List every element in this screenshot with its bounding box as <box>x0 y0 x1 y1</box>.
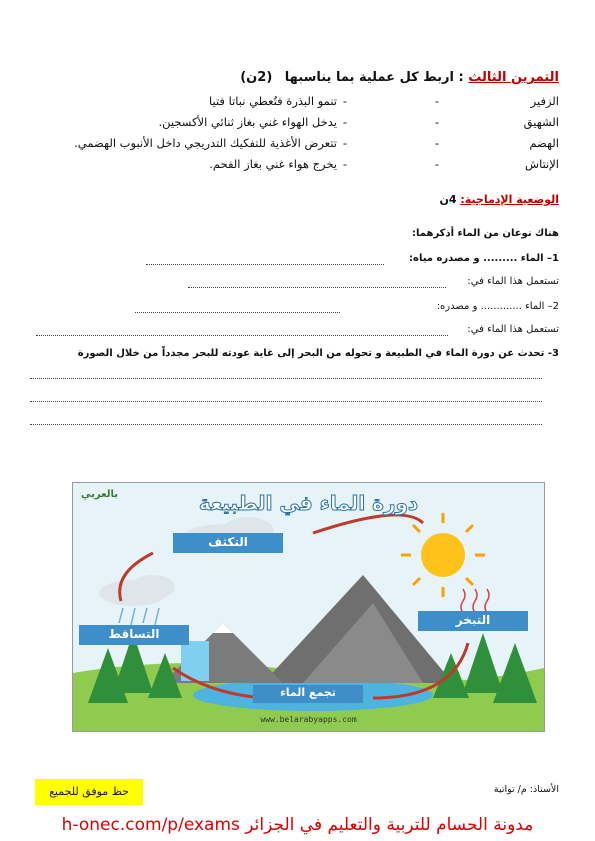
blog-watermark <box>0 815 595 835</box>
exercise-title <box>240 70 559 85</box>
answer-line <box>188 287 446 288</box>
exercise-points: (2ن) <box>240 70 273 85</box>
answer-line <box>30 378 542 379</box>
match-row <box>29 136 559 154</box>
label-condensation: التكثف <box>208 535 248 549</box>
dash: - <box>342 136 347 150</box>
situation-intro: هناك نوعان من الماء أذكرهما: <box>412 228 559 239</box>
description: تتعرض الأغذية للتفكيك التدريجي داخل الأنبوب الهضمي. <box>74 136 337 150</box>
term: الإنتاش <box>525 157 559 171</box>
figure-website: www.belarabyapps.com <box>260 715 357 724</box>
term: الهضم <box>529 136 559 150</box>
dash: - <box>434 157 439 171</box>
exercise-title-label: التمرين الثالث <box>468 70 559 85</box>
match-row <box>29 157 559 175</box>
question-1: 1– الماء ......... و مصدره مياه: <box>409 253 559 264</box>
situation-title-label: الوضعية الإدماجية: <box>460 193 559 206</box>
term: الشهيق <box>523 115 559 129</box>
figure-title: دورة الماء في الطبيعة <box>198 491 419 515</box>
question-3: 3- تحدث عن دورة الماء في الطبيعة و تحوله من البحر إلى غاية عودته للبحر مجدداً من خلال الصورة <box>77 348 559 359</box>
answer-line <box>36 335 448 336</box>
question-2: 2– الماء ............. و مصدره: <box>436 301 559 312</box>
answer-line <box>135 312 340 313</box>
term: الزفير <box>530 94 559 108</box>
watermark-url: h-onec.com/p/exams <box>61 815 240 835</box>
dash: - <box>342 94 347 108</box>
situation-title <box>439 193 559 206</box>
good-luck-note: حظ موفق للجميع <box>35 779 143 805</box>
water-cycle-figure <box>72 482 545 732</box>
dash: - <box>342 157 347 171</box>
answer-line <box>30 424 542 425</box>
watermark-text: مدونة الحسام للتربية والتعليم في الجزائر <box>245 815 534 835</box>
question-2-use: تستعمل هذا الماء في: <box>467 324 559 335</box>
figure-logo: بالعربي <box>81 489 119 500</box>
dash: - <box>434 94 439 108</box>
dash: - <box>434 136 439 150</box>
label-collection: تجمع الماء <box>280 686 336 699</box>
answer-line <box>146 264 384 265</box>
description: يخرج هواء غني بغاز الفحم. <box>209 157 337 171</box>
exercise-instruction: : اربط كل عملية بما يناسبها <box>284 70 469 85</box>
match-row <box>29 94 559 112</box>
answer-line <box>30 401 542 402</box>
situation-points: 4ن <box>439 193 457 206</box>
dash: - <box>434 115 439 129</box>
match-row <box>29 115 559 133</box>
dash: - <box>342 115 347 129</box>
label-precipitation: التساقط <box>108 627 160 641</box>
description: يدخل الهواء غني بغاز ثنائي الأكسجين. <box>158 115 337 129</box>
label-evaporation: التبخر <box>455 613 491 627</box>
question-1-use: تستعمل هذا الماء في: <box>467 276 559 287</box>
teacher-name: الأستاذ: م/ تواتية <box>493 784 559 795</box>
description: تنمو البذرة فتُعطي نباتا فتيا <box>208 94 337 108</box>
